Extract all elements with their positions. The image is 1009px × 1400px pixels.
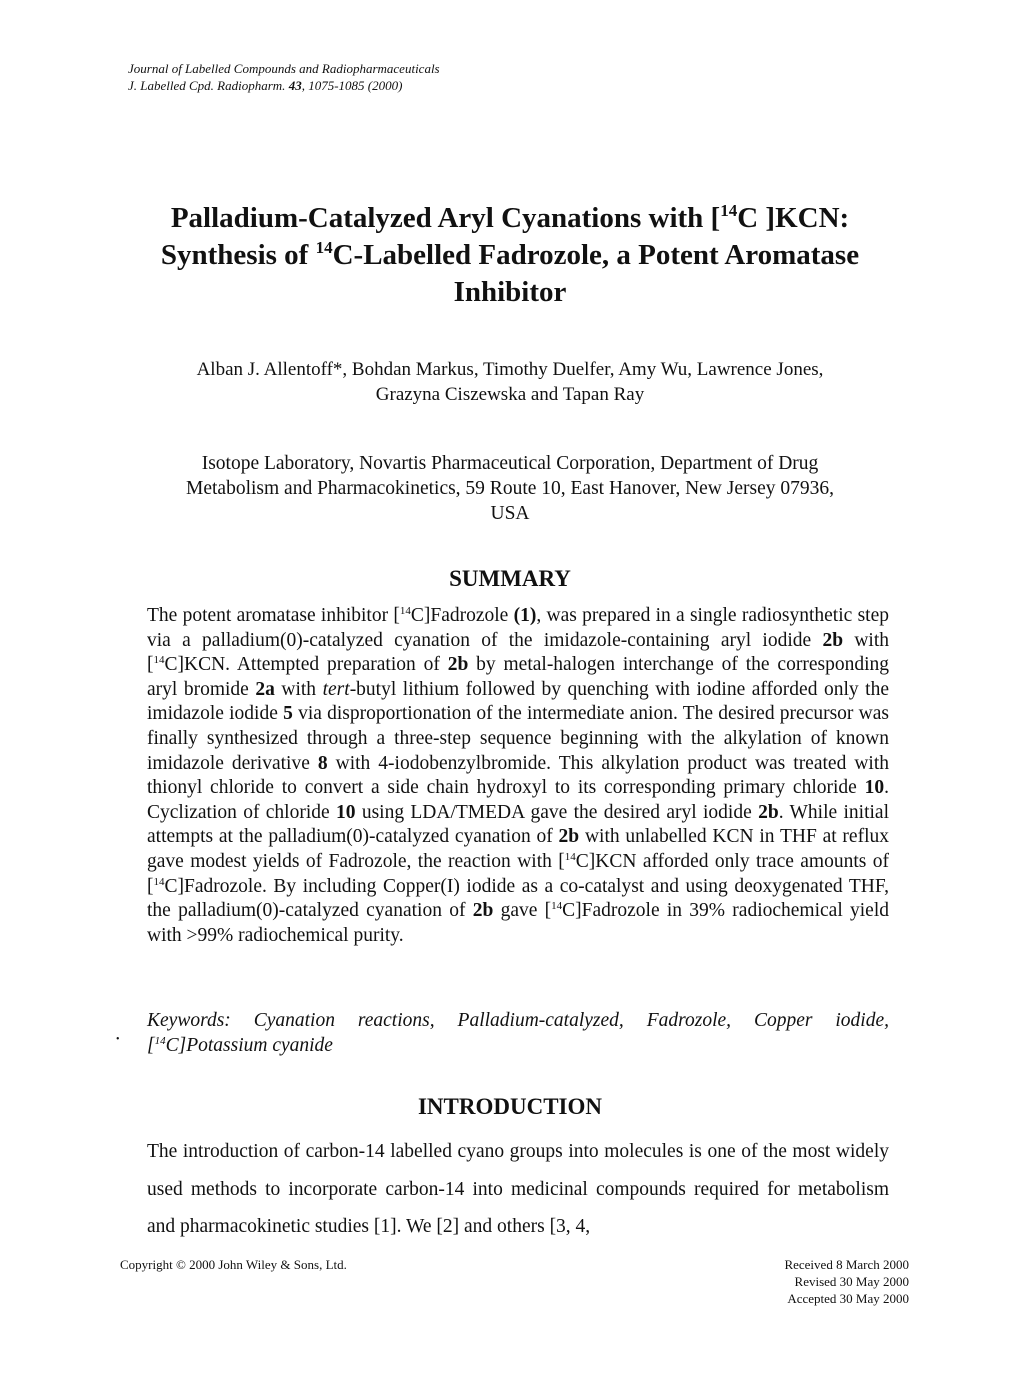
volume: 43	[288, 78, 302, 93]
summary-paragraph: The potent aromatase inhibitor [$^{14}$C]Fadrozole (1), was prepared in a single radiosynthetic step via a palladium(0)-catalyzed cyanation of the imidazole-containing aryl iodide 2b with [$^{14}$C]KCN. Attempted preparation of 2b by metal-halogen interchange of the corresponding aryl bromide 2a with tert-butyl lithium followed by quenching with iodine afforded only the imidazole iodide 5 via disproportionation of the intermediate anion. The desired precursor was finally synthesized through a three-step sequence beginning with the alkylation of known imidazole derivative 8 with 4-iodobenzylbromide. This alkylation product was treated with thionyl chloride to convert a side chain hydroxyl to its corresponding primary chloride 10. Cyclization of chloride 10 using LDA/TMEDA gave the desired aryl iodide 2b. While initial attempts at the palladium(0)-catalyzed cyanation of 2b with unlabelled KCN in THF at reflux gave modest yields of Fadrozole, the reaction with [$^{14}$C]KCN afforded only trace amounts of [$^{14}$C]Fadrozole. By including Copper(I) iodide as a co-catalyst and using deoxygenated THF, the palladium(0)-catalyzed cyanation of 2b gave [$^{14}$C]Fadrozole in 39% radiochemical yield with >99% radiochemical purity.	[147, 605, 889, 946]
margin-mark: •	[116, 1034, 120, 1045]
summary-heading: SUMMARY	[449, 566, 571, 591]
introduction-paragraph: The introduction of carbon-14 labelled cyano groups into molecules is one of the most widely used methods to incorporate carbon-14 into medicinal compounds required for metabolism and pharmacokinetic studies [1]. We [2] and others [3, 4,	[147, 1141, 889, 1237]
received-date: Received 8 March 2000	[784, 1257, 909, 1272]
keywords: Keywords: Cyanation reactions, Palladium-catalyzed, Fadrozole, Copper iodide, [$^{14}$C]Potassium cyanide	[147, 1010, 889, 1056]
journal-name: Journal of Labelled Compounds and Radiopharmaceuticals	[128, 61, 440, 76]
paper-title: Palladium-Catalyzed Aryl Cyanations with [$^{14}$C ]KCN: Synthesis of $^{14}$C-Labelled Fadrozole, a Potent Aromatase Inhibitor	[160, 201, 860, 308]
affiliation: Isotope Laboratory, Novartis Pharmaceutical Corporation, Department of Drug Metabolism and Pharmacokinetics, 59 Route 10, East Hanover, New Jersey 07936, USA	[186, 453, 834, 524]
keywords-label: Keywords:	[147, 1010, 231, 1031]
introduction-heading: INTRODUCTION	[417, 1094, 603, 1119]
author-list: Alban J. Allentoff*, Bohdan Markus, Timothy Duelfer, Amy Wu, Lawrence Jones, Grazyna Ciszewska and Tapan Ray	[196, 359, 824, 405]
revised-date: Revised 30 May 2000	[794, 1274, 909, 1289]
journal-citation: J. Labelled Cpd. Radiopharm. 43, 1075-1085 (2000)	[128, 78, 403, 93]
manuscript-dates	[784, 1256, 909, 1307]
copyright-notice: Copyright © 2000 John Wiley & Sons, Ltd.	[120, 1257, 347, 1272]
accepted-date: Accepted 30 May 2000	[787, 1291, 909, 1306]
journal-header	[128, 60, 440, 94]
